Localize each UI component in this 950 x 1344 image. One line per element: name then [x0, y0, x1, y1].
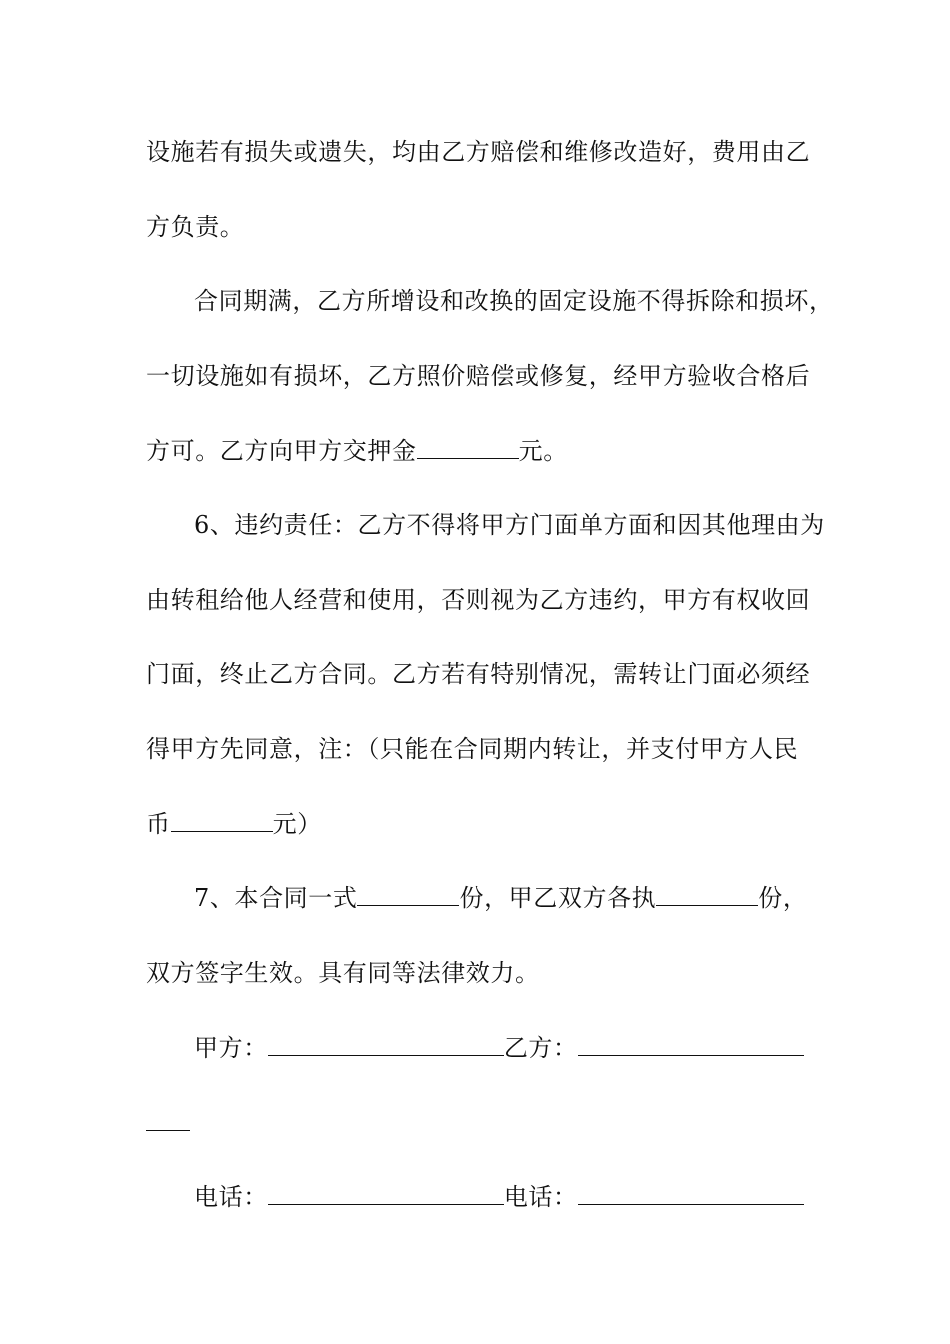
text-line: 6、违约责任：乙方不得将甲方门面单方面和因其他理由为 [194, 511, 825, 539]
party-a-blank [268, 1033, 504, 1056]
paragraph-line [146, 137, 810, 167]
text-line: 双方签字生效。具有同等法律效力。 [146, 959, 540, 987]
party-b-phone-label: 电话： [503, 1183, 578, 1211]
copies-blank [357, 883, 459, 906]
paragraph-line [194, 510, 825, 540]
paragraph-line [146, 734, 798, 764]
each-copies-blank [656, 883, 758, 906]
deposit-blank [417, 436, 519, 459]
text-line: 由转租给他人经营和使用，否则视为乙方违约，甲方有权收回 [146, 586, 811, 614]
party-b-label: 乙方： [503, 1034, 578, 1062]
text-segment: 元） [272, 810, 322, 838]
text-segment: 份， [758, 884, 808, 912]
paragraph-line [146, 212, 244, 242]
paragraph-line [146, 958, 540, 988]
party-a-phone-blank [268, 1182, 504, 1205]
text-segment: 7、本合同一式 [194, 884, 358, 912]
text-line: 一切设施如有损坏，乙方照价赔偿或修复，经甲方验收合格后 [146, 362, 811, 390]
paragraph-line [146, 361, 810, 391]
paragraph-line [146, 809, 322, 839]
party-a-label: 甲方： [194, 1034, 268, 1062]
paragraph-line [194, 883, 808, 913]
text-line: 合同期满，乙方所增设和改换的固定设施不得拆除和损坏， [194, 287, 834, 315]
phone-line [194, 1182, 804, 1212]
text-segment: 方可。乙方向甲方交押金 [146, 437, 417, 465]
transfer-fee-blank [171, 809, 273, 832]
text-segment: 份，甲乙双方各执 [459, 884, 657, 912]
text-line: 得甲方先同意，注：（只能在合同期内转让，并支付甲方人民 [146, 735, 799, 763]
party-b-phone-blank [578, 1182, 804, 1205]
party-b-blank [578, 1033, 804, 1056]
text-segment: 币 [146, 810, 171, 838]
text-line: 设施若有损失或遗失，均由乙方赔偿和维修改造好，费用由乙 [146, 138, 811, 166]
paragraph-line [146, 659, 810, 689]
paragraph-line [194, 286, 834, 316]
paragraph-line [146, 436, 568, 466]
text-line: 方负责。 [146, 213, 245, 241]
text-line: 门面，终止乙方合同。乙方若有特别情况，需转让门面必须经 [146, 660, 811, 688]
party-a-phone-label: 电话： [194, 1183, 268, 1211]
text-segment: 元。 [518, 437, 568, 465]
continued-underline [146, 1130, 190, 1131]
paragraph-line [146, 585, 810, 615]
signature-line [194, 1033, 804, 1063]
